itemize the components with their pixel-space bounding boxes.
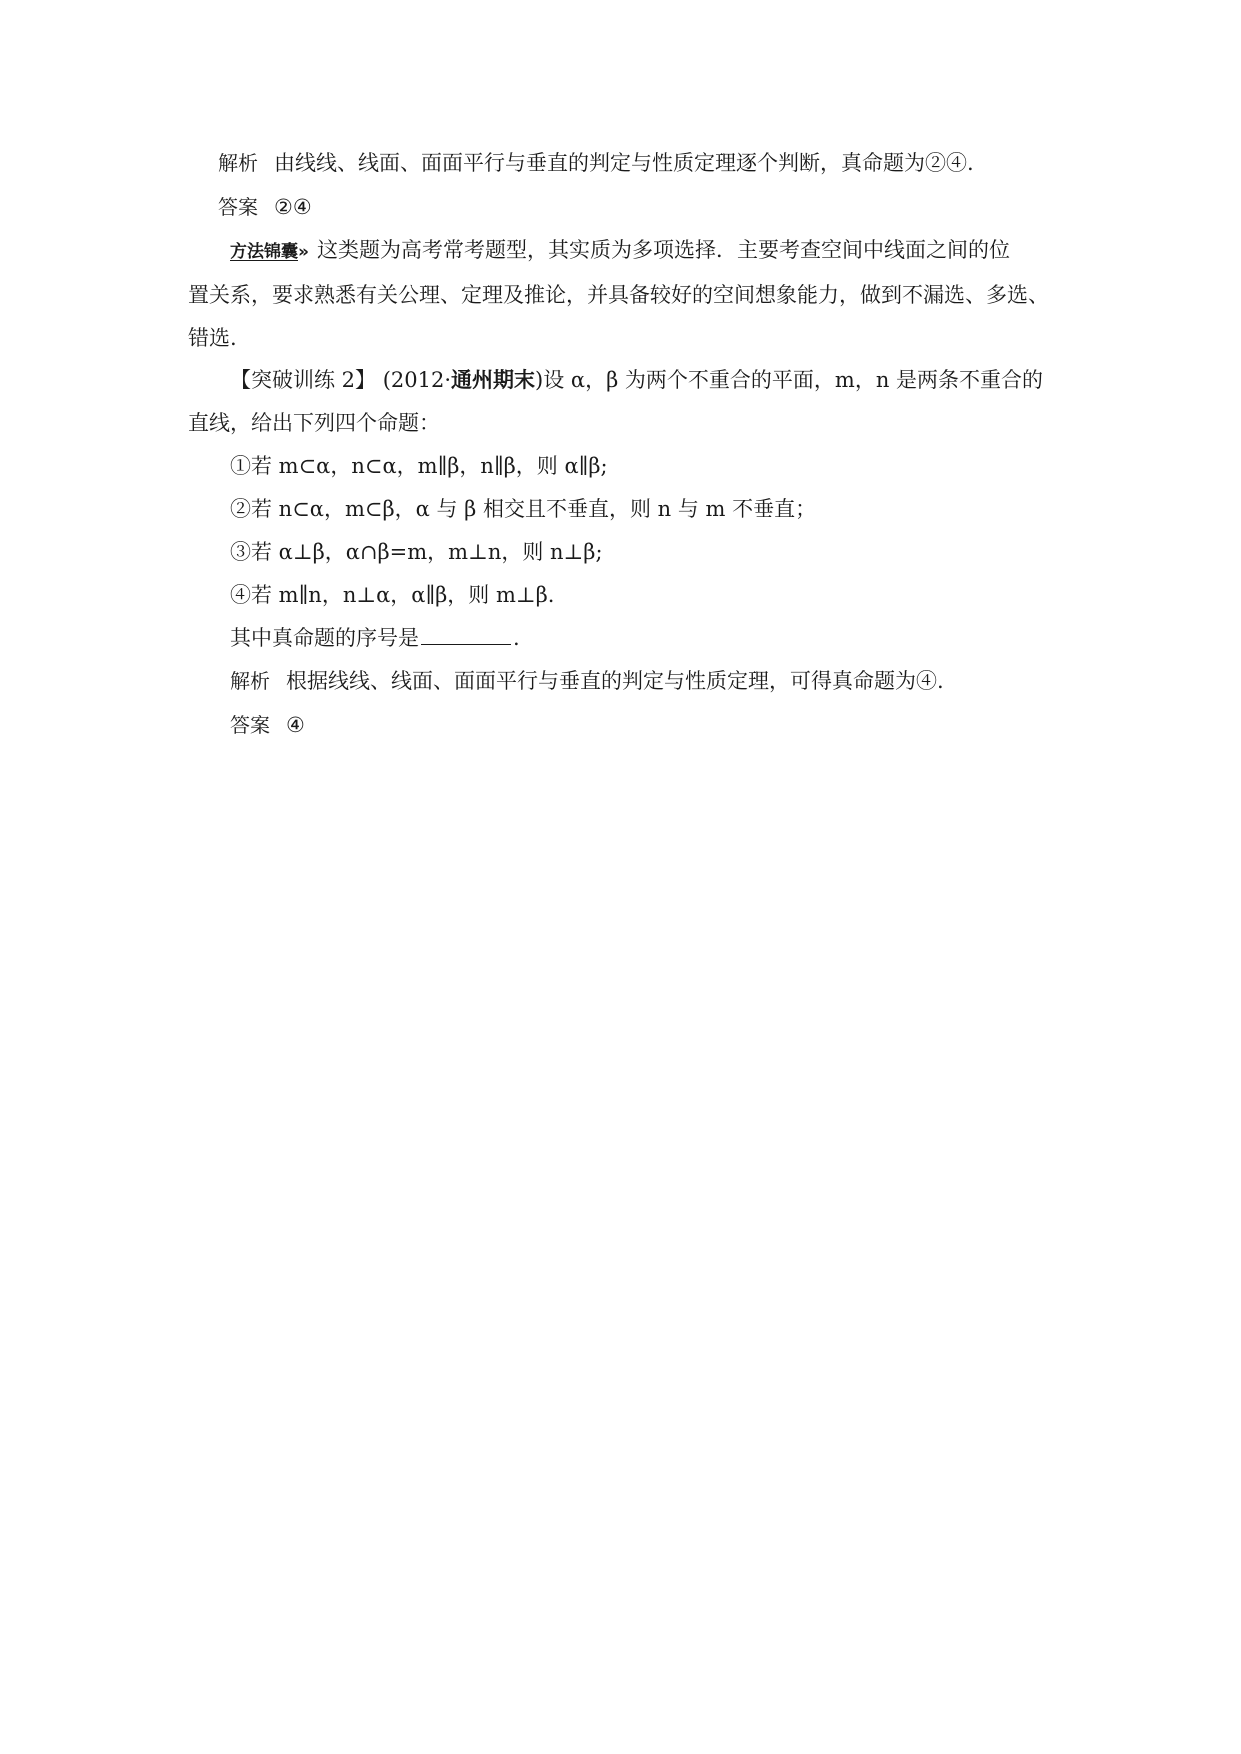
answer-2 (230, 710, 305, 740)
proposition-text: ②若 n⊂α，m⊂β，α 与 β 相交且不垂直，则 n 与 m 不垂直； (230, 497, 817, 521)
answer-text: ②④ (274, 195, 312, 219)
exercise-source-year: (2012· (382, 368, 452, 392)
method-line-2 (188, 280, 1049, 310)
method-tag: 方法锦囊 (230, 242, 298, 262)
proposition-3 (230, 537, 603, 567)
proposition-text: ③若 α⊥β，α∩β=m，m⊥n，则 n⊥β; (230, 540, 603, 564)
proposition-4 (230, 580, 554, 610)
exercise-intro: 设 α，β 为两个不重合的平面，m，n 是两条不重合的 (543, 368, 1044, 392)
analysis-text: 根据线线、线面、面面平行与垂直的判定与性质定理，可得真命题为④. (286, 669, 944, 693)
proposition-1 (230, 451, 608, 481)
exercise-intro-2: 直线，给出下列四个命题： (188, 411, 440, 435)
analysis-2 (230, 666, 944, 696)
answer-1 (218, 192, 312, 222)
question-suffix: . (513, 626, 520, 650)
answer-blank (421, 624, 511, 645)
proposition-text: ④若 m∥n，n⊥α，α∥β，则 m⊥β. (230, 583, 555, 607)
analysis-text: 由线线、线面、面面平行与垂直的判定与性质定理逐个判断，真命题为②④. (274, 151, 974, 175)
analysis-1 (218, 148, 974, 178)
question-prefix: 其中真命题的序号是 (230, 626, 419, 650)
method-text-2: 置关系，要求熟悉有关公理、定理及推论，并具备较好的空间想象能力，做到不漏选、多选、 (188, 283, 1049, 307)
answer-label: 答案 (218, 195, 258, 219)
answer-text: ④ (286, 713, 305, 737)
proposition-2 (230, 494, 816, 524)
method-text-1: 这类题为高考常考题型，其实质为多项选择．主要考查空间中线面之间的位 (316, 238, 1010, 262)
proposition-text: ①若 m⊂α，n⊂α，m∥β，n∥β，则 α∥β; (230, 454, 608, 478)
exercise-source-name: 通州期末 (451, 367, 536, 392)
exercise-source-close: ) (535, 368, 544, 392)
analysis-label: 解析 (230, 669, 270, 693)
analysis-label: 解析 (218, 151, 258, 175)
method-line-1 (230, 235, 1010, 267)
double-chevron-icon: » (298, 242, 309, 262)
exercise-line-1 (230, 365, 1043, 395)
answer-label: 答案 (230, 713, 270, 737)
exercise-line-2 (188, 408, 440, 438)
method-text-3: 错选. (188, 326, 237, 350)
exercise-bracket: 【突破训练 2】 (230, 368, 377, 392)
method-line-3 (188, 323, 237, 353)
question-line (230, 623, 520, 653)
